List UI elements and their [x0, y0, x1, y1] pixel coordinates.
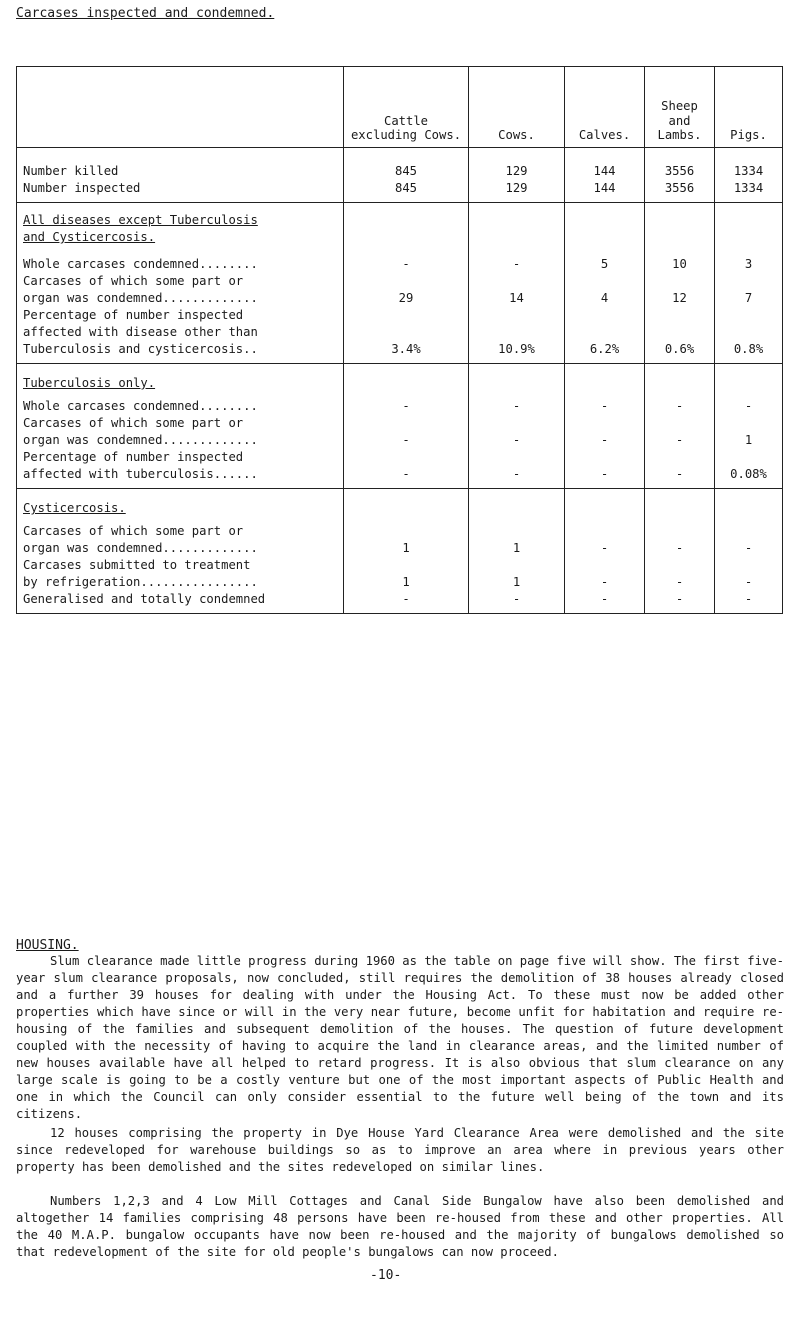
table-cell: 144: [593, 181, 616, 195]
housing-heading: HOUSING.: [16, 938, 79, 953]
table-cell: 5: [600, 257, 609, 271]
table-cell: -: [512, 399, 521, 413]
table-cell: 10.9%: [498, 342, 535, 356]
table-cell: 4: [600, 291, 609, 305]
section-heading: and Cysticercosis.: [23, 230, 156, 244]
page-title: Carcases inspected and condemned.: [16, 6, 275, 21]
table-cell: -: [402, 433, 410, 447]
table-cell: 1: [402, 575, 410, 589]
table-cell: -: [600, 433, 609, 447]
row-label: Percentage of number inspected: [23, 450, 244, 464]
table-cell: 144: [593, 164, 616, 178]
table-cell: -: [744, 541, 753, 555]
table-cell: 1: [402, 541, 410, 555]
table-cell: 12: [672, 291, 687, 305]
row-label: affected with disease other than: [23, 325, 258, 339]
row-label: Tuberculosis and cysticercosis..: [23, 342, 258, 356]
row-label: Whole carcases condemned........: [23, 399, 258, 413]
table-cell: 1: [512, 575, 521, 589]
carcases-table: [16, 66, 783, 614]
table-row-numbers: [17, 148, 782, 203]
table-section-tuberculosis: [17, 364, 782, 489]
table-cell: 10: [672, 257, 687, 271]
table-cell: 845: [394, 181, 417, 195]
table-cell: -: [600, 575, 609, 589]
header-sheep: Sheep and Lambs.: [645, 67, 715, 147]
row-label: Whole carcases condemned........: [23, 257, 258, 271]
table-section-cysticercosis: [17, 489, 782, 613]
row-label: organ was condemned.............: [23, 291, 258, 305]
header-blank: [17, 67, 344, 147]
header-cows: Cows.: [469, 67, 565, 147]
table-cell: 0.08%: [730, 467, 767, 481]
table-cell: 845: [394, 164, 417, 178]
table-cell: -: [402, 399, 410, 413]
row-label: organ was condemned.............: [23, 541, 258, 555]
table-cell: 7: [744, 291, 753, 305]
header-cattle: Cattle excluding Cows.: [344, 67, 469, 147]
header-calves: Calves.: [565, 67, 645, 147]
housing-paragraph: Slum clearance made little progress during 1960 as the table on page five will show. The first five-year slum clearance proposals, now concluded, still requires the demolition of 38 houses already closed and a further 39 houses for dealing with under the Housing Act. To these must now be added other properties which have since or will in the very near future, become unfit for habitation and require re-housing of the families and subsequent demolition of the houses. The question of future development coupled with the necessity of having to acquire the land in clearance areas, and the limited number of new houses available have all helped to retard progress. It is also obvious that slum clearance on any large scale is going to be a costly venture but one of the most important aspects of Public Health and one in which the Council can only consider essential to the future well being of the town and its citizens.: [16, 954, 784, 1121]
header-pigs: Pigs.: [730, 128, 767, 143]
table-cell: -: [675, 433, 684, 447]
table-cell: 3: [744, 257, 753, 271]
table-cell: -: [600, 592, 609, 606]
row-label: Number inspected: [23, 181, 141, 195]
housing-paragraph: 12 houses comprising the property in Dye House Yard Clearance Area were demolished and the site since redeveloped for warehouse buildings so as to improve an area where in previous years other property has been demolished and the sites redeveloped on similar lines.: [16, 1126, 784, 1174]
table-cell: 1334: [733, 181, 764, 195]
row-label: Generalised and totally condemned: [23, 592, 266, 606]
table-cell: -: [744, 399, 753, 413]
table-cell: -: [675, 467, 684, 481]
table-cell: -: [744, 592, 753, 606]
table-cell: 29: [398, 291, 414, 305]
table-cell: 3556: [664, 164, 695, 178]
table-cell: -: [675, 399, 684, 413]
page-number: -10-: [370, 1268, 402, 1283]
section-heading: All diseases except Tuberculosis: [23, 213, 258, 227]
table-cell: -: [402, 592, 410, 606]
table-cell: 3.4%: [391, 342, 421, 356]
table-cell: -: [744, 575, 753, 589]
table-cell: -: [402, 467, 410, 481]
table-cell: -: [512, 467, 521, 481]
table-cell: 1334: [733, 164, 764, 178]
row-label: affected with tuberculosis......: [23, 467, 258, 481]
table-cell: 0.8%: [733, 342, 764, 356]
table-section-all-diseases: [17, 203, 782, 364]
table-cell: -: [600, 399, 609, 413]
table-cell: -: [512, 592, 521, 606]
table-cell: -: [675, 541, 684, 555]
row-label: organ was condemned.............: [23, 433, 258, 447]
section-heading: Cysticercosis.: [23, 501, 126, 515]
table-cell: -: [512, 257, 521, 271]
housing-paragraph: Numbers 1,2,3 and 4 Low Mill Cottages and Canal Side Bungalow have also been demolished and altogether 14 families comprising 48 persons have been re-housed from these and other properties. All the 40 M.A.P. bungalow occupants have now been re-housed and the majority of bungalows demolished so that redevelopment of the site for old people's bungalows can now proceed.: [16, 1194, 784, 1259]
row-label: Carcases of which some part or: [23, 524, 244, 538]
table-cell: 1: [744, 433, 753, 447]
row-label: Carcases of which some part or: [23, 274, 244, 288]
table-cell: 129: [505, 164, 528, 178]
row-label: Percentage of number inspected: [23, 308, 244, 322]
table-cell: -: [402, 257, 410, 271]
row-label: Carcases of which some part or: [23, 416, 244, 430]
row-label: by refrigeration................: [23, 575, 258, 589]
row-label: Number killed: [23, 164, 119, 178]
table-header-row: [17, 67, 782, 148]
table-cell: -: [675, 592, 684, 606]
table-cell: 129: [505, 181, 528, 195]
table-cell: -: [600, 541, 609, 555]
table-cell: 1: [512, 541, 521, 555]
row-label: Carcases submitted to treatment: [23, 558, 251, 572]
table-cell: 3556: [664, 181, 695, 195]
table-cell: -: [600, 467, 609, 481]
table-cell: 14: [509, 291, 524, 305]
table-cell: 6.2%: [589, 342, 620, 356]
table-cell: -: [675, 575, 684, 589]
table-cell: 0.6%: [664, 342, 695, 356]
section-heading: Tuberculosis only.: [23, 376, 156, 390]
table-cell: -: [512, 433, 521, 447]
